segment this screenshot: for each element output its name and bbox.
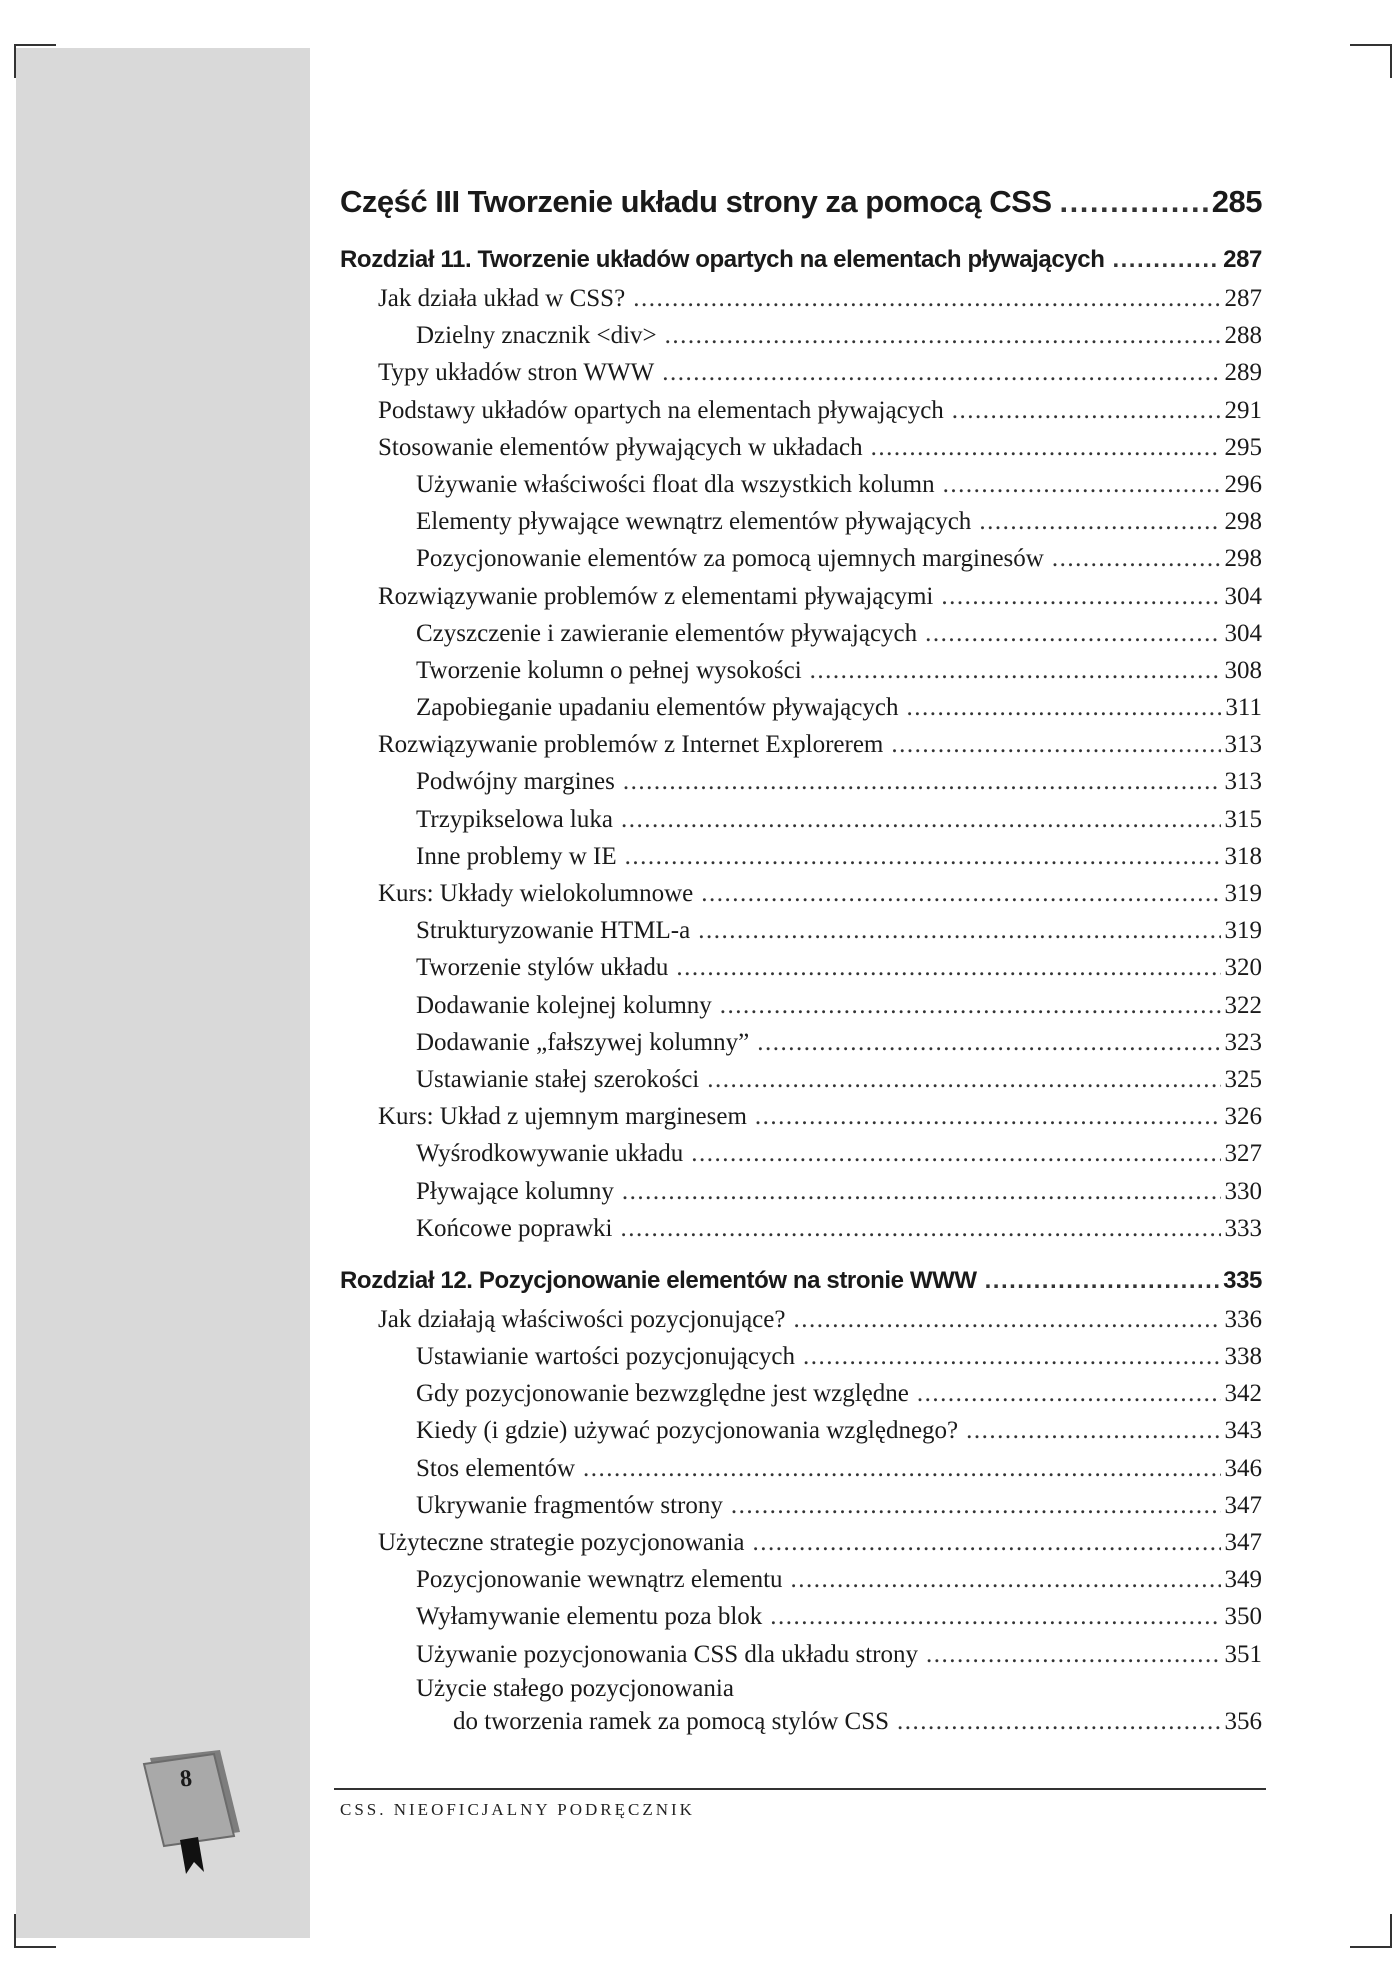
toc-title: Stos elementów bbox=[416, 1454, 576, 1482]
toc-title: Strukturyzowanie HTML-a bbox=[416, 917, 691, 945]
toc-title: Podwójny margines bbox=[416, 768, 615, 796]
toc-subsection-entry bbox=[340, 949, 1262, 986]
toc-subsection-continuation bbox=[340, 1705, 1262, 1739]
toc-title: Dodawanie kolejnej kolumny bbox=[416, 991, 712, 1019]
toc-subsection-entry bbox=[340, 912, 1262, 949]
crop-mark-top-left bbox=[14, 44, 56, 78]
toc-page-number: 356 bbox=[1224, 1707, 1262, 1735]
crop-mark-bottom-left bbox=[14, 1914, 56, 1948]
toc-page-number: 289 bbox=[1224, 359, 1262, 387]
dot-leader bbox=[623, 763, 1221, 800]
toc-title: Używanie właściwości float dla wszystkich kolumn bbox=[416, 470, 935, 498]
toc-page-number: 291 bbox=[1224, 396, 1262, 424]
toc-title: Tworzenie stylów układu bbox=[416, 954, 669, 982]
toc-page-number: 351 bbox=[1224, 1640, 1262, 1668]
toc-page-number: 308 bbox=[1224, 656, 1262, 684]
dot-leader bbox=[1060, 176, 1208, 228]
toc-title: Zapobieganie upadaniu elementów pływających bbox=[416, 694, 899, 722]
toc-title: Podstawy układów opartych na elementach pływających bbox=[378, 396, 944, 424]
toc-title: Rozwiązywanie problemów z Internet Explorerem bbox=[378, 731, 884, 759]
toc-title: Czyszczenie i zawieranie elementów pływających bbox=[416, 619, 918, 647]
toc-page-number: 298 bbox=[1224, 508, 1262, 536]
toc-page-number: 315 bbox=[1224, 805, 1262, 833]
toc-subsection-entry bbox=[340, 540, 1262, 577]
toc-title: do tworzenia ramek za pomocą stylów CSS bbox=[453, 1707, 890, 1735]
toc-subsection-entry bbox=[340, 615, 1262, 652]
toc-page-number: 346 bbox=[1224, 1454, 1262, 1482]
book-title: CSS. NIEOFICJALNY PODRĘCZNIK bbox=[340, 1800, 695, 1819]
dot-leader bbox=[720, 987, 1221, 1024]
toc-title: Pływające kolumny bbox=[416, 1177, 614, 1205]
toc-title: Użyteczne strategie pozycjonowania bbox=[378, 1529, 745, 1556]
toc-title: Kurs: Układ z ujemnym marginesem bbox=[378, 1103, 747, 1131]
toc-subsection-entry bbox=[340, 838, 1262, 875]
crop-mark-top-right bbox=[1350, 44, 1392, 78]
toc-section-entry bbox=[340, 1301, 1262, 1338]
toc-page-number: 330 bbox=[1224, 1177, 1262, 1205]
dot-leader bbox=[917, 1375, 1221, 1412]
toc-subsection-entry bbox=[340, 1210, 1262, 1247]
toc-title: Wyśrodkowywanie układu bbox=[416, 1140, 684, 1168]
dot-leader bbox=[1052, 540, 1221, 577]
toc-subsection-entry bbox=[340, 689, 1262, 726]
toc-subsection-entry bbox=[340, 1487, 1262, 1524]
toc-subsection-entry bbox=[340, 987, 1262, 1024]
toc-subsection-entry bbox=[340, 1636, 1262, 1673]
toc-subsection-entry bbox=[340, 652, 1262, 689]
toc-page-number: 343 bbox=[1224, 1417, 1262, 1445]
dot-leader bbox=[941, 578, 1220, 615]
dot-leader bbox=[620, 1210, 1220, 1247]
dot-leader bbox=[583, 1450, 1220, 1487]
toc-title: Pozycjonowanie wewnątrz elementu bbox=[416, 1566, 783, 1594]
toc-page-number: 327 bbox=[1224, 1140, 1262, 1168]
page-number: 8 bbox=[178, 1765, 194, 1793]
toc-title: Trzypikselowa luka bbox=[416, 805, 613, 833]
footer-rule bbox=[334, 1788, 1266, 1790]
dot-leader bbox=[676, 949, 1220, 986]
dot-leader bbox=[952, 392, 1221, 429]
toc-title: Ustawianie wartości pozycjonujących bbox=[416, 1343, 796, 1371]
toc-title: Ustawianie stałej szerokości bbox=[416, 1065, 700, 1093]
toc-page-number: 320 bbox=[1224, 954, 1262, 982]
book-icon-graphic bbox=[140, 1744, 250, 1884]
toc-section-entry bbox=[340, 875, 1262, 912]
toc-page-number: 311 bbox=[1225, 694, 1262, 722]
dot-leader bbox=[1112, 240, 1219, 280]
toc-page-number: 296 bbox=[1224, 470, 1262, 498]
toc-page-number: 287 bbox=[1223, 246, 1262, 273]
dot-leader bbox=[691, 1135, 1220, 1172]
toc-section-entry bbox=[340, 280, 1262, 317]
toc-page-number: 318 bbox=[1224, 842, 1262, 870]
dot-leader bbox=[871, 429, 1221, 466]
toc-subsection-entry bbox=[340, 317, 1262, 354]
toc-subsection-entry bbox=[340, 1598, 1262, 1635]
toc-part-heading bbox=[340, 176, 1262, 228]
toc-page-number: 287 bbox=[1224, 285, 1262, 312]
toc-subsection-entry bbox=[340, 1561, 1262, 1598]
dot-leader bbox=[897, 1705, 1220, 1739]
toc-title: Inne problemy w IE bbox=[416, 842, 617, 870]
toc-section-entry bbox=[340, 1524, 1262, 1561]
toc-title: Rozdział 12. Pozycjonowanie elementów na stronie WWW bbox=[340, 1266, 977, 1294]
toc-page-number: 336 bbox=[1224, 1305, 1262, 1333]
dot-leader bbox=[943, 466, 1221, 503]
dot-leader bbox=[791, 1561, 1221, 1598]
dot-leader bbox=[662, 354, 1220, 391]
table-of-contents bbox=[340, 176, 1262, 1739]
toc-title: Dodawanie „fałszywej kolumny” bbox=[416, 1028, 750, 1056]
toc-subsection-entry bbox=[340, 1338, 1262, 1375]
dot-leader bbox=[621, 801, 1221, 838]
toc-section-entry bbox=[340, 726, 1262, 763]
toc-section-entry bbox=[340, 1098, 1262, 1135]
dot-leader bbox=[757, 1024, 1220, 1061]
toc-page-number: 285 bbox=[1211, 184, 1262, 219]
toc-title: Część III Tworzenie układu strony za pomocą CSS bbox=[340, 184, 1052, 219]
dot-leader bbox=[925, 615, 1220, 652]
toc-title: Elementy pływające wewnątrz elementów pływających bbox=[416, 508, 972, 536]
toc-title: Dzielny znacznik <div> bbox=[416, 322, 657, 350]
dot-leader bbox=[755, 1098, 1221, 1135]
toc-title: Jak działają właściwości pozycjonujące? bbox=[378, 1305, 786, 1333]
toc-page-number: 325 bbox=[1224, 1065, 1262, 1093]
toc-title: Pozycjonowanie elementów za pomocą ujemnych marginesów bbox=[416, 545, 1044, 573]
toc-title: Użycie stałego pozycjonowania bbox=[416, 1674, 734, 1702]
toc-page-number: 347 bbox=[1224, 1491, 1262, 1519]
toc-subsection-entry bbox=[340, 763, 1262, 800]
toc-page-number: 323 bbox=[1224, 1028, 1262, 1056]
toc-page-number: 349 bbox=[1224, 1566, 1262, 1594]
toc-page-number: 295 bbox=[1224, 433, 1262, 461]
toc-page-number: 350 bbox=[1224, 1603, 1262, 1631]
dot-leader bbox=[665, 317, 1221, 354]
dot-leader bbox=[966, 1412, 1220, 1449]
toc-page-number: 319 bbox=[1224, 880, 1262, 907]
toc-title: Kiedy (i gdzie) używać pozycjonowania względnego? bbox=[416, 1417, 959, 1445]
dot-leader bbox=[810, 652, 1221, 689]
toc-page-number: 288 bbox=[1224, 322, 1262, 350]
book-icon bbox=[140, 1744, 250, 1884]
toc-page-number: 304 bbox=[1224, 582, 1262, 610]
dot-leader bbox=[698, 912, 1220, 949]
toc-subsection-entry bbox=[340, 1412, 1262, 1449]
crop-mark-bottom-right bbox=[1350, 1914, 1392, 1948]
toc-title: Typy układów stron WWW bbox=[378, 359, 655, 387]
toc-title: Gdy pozycjonowanie bezwzględne jest względne bbox=[416, 1380, 909, 1408]
toc-title: Stosowanie elementów pływających w układach bbox=[378, 433, 863, 461]
toc-subsection-entry bbox=[340, 801, 1262, 838]
toc-page-number: 326 bbox=[1224, 1103, 1262, 1131]
toc-title: Rozdział 11. Tworzenie układów opartych na elementach pływających bbox=[340, 246, 1105, 273]
toc-title: Używanie pozycjonowania CSS dla układu strony bbox=[416, 1640, 918, 1668]
toc-subsection-entry bbox=[340, 1450, 1262, 1487]
dot-leader bbox=[803, 1338, 1220, 1375]
toc-page-number: 333 bbox=[1224, 1214, 1262, 1242]
dot-leader bbox=[793, 1301, 1220, 1338]
dot-leader bbox=[985, 1261, 1220, 1301]
toc-title: Jak działa układ w CSS? bbox=[378, 285, 626, 312]
toc-page-number: 313 bbox=[1224, 768, 1262, 796]
toc-title: Wyłamywanie elementu poza blok bbox=[416, 1603, 763, 1631]
toc-section-entry bbox=[340, 429, 1262, 466]
dot-leader bbox=[625, 838, 1221, 875]
toc-title: Rozwiązywanie problemów z elementami pływającymi bbox=[378, 582, 934, 610]
toc-title: Kurs: Układy wielokolumnowe bbox=[378, 880, 694, 907]
dot-leader bbox=[906, 689, 1221, 726]
dot-leader bbox=[770, 1598, 1220, 1635]
toc-subsection-entry bbox=[340, 1061, 1262, 1098]
toc-subsection-entry bbox=[340, 1135, 1262, 1172]
toc-subsection-entry bbox=[340, 1673, 1262, 1705]
toc-page-number: 313 bbox=[1224, 731, 1262, 759]
dot-leader bbox=[707, 1061, 1220, 1098]
dot-leader bbox=[701, 875, 1220, 912]
toc-page-number: 319 bbox=[1224, 917, 1262, 945]
toc-subsection-entry bbox=[340, 503, 1262, 540]
toc-subsection-entry bbox=[340, 1375, 1262, 1412]
dot-leader bbox=[891, 726, 1220, 763]
toc-title: Ukrywanie fragmentów strony bbox=[416, 1491, 723, 1519]
toc-page-number: 347 bbox=[1224, 1529, 1262, 1556]
toc-section-entry bbox=[340, 392, 1262, 429]
dot-leader bbox=[731, 1487, 1221, 1524]
toc-page-number: 342 bbox=[1224, 1380, 1262, 1408]
toc-page-number: 304 bbox=[1224, 619, 1262, 647]
toc-page-number: 335 bbox=[1223, 1266, 1262, 1294]
dot-leader bbox=[622, 1173, 1221, 1210]
toc-subsection-entry bbox=[340, 466, 1262, 503]
toc-page-number: 322 bbox=[1224, 991, 1262, 1019]
toc-title: Tworzenie kolumn o pełnej wysokości bbox=[416, 656, 802, 684]
toc-chapter-heading bbox=[340, 1261, 1262, 1301]
toc-page-number: 298 bbox=[1224, 545, 1262, 573]
toc-section-entry bbox=[340, 354, 1262, 391]
side-band bbox=[16, 48, 310, 1938]
dot-leader bbox=[633, 280, 1220, 317]
dot-leader bbox=[753, 1524, 1221, 1561]
toc-title: Końcowe poprawki bbox=[416, 1214, 613, 1242]
toc-chapter-heading bbox=[340, 240, 1262, 280]
toc-page-number: 338 bbox=[1224, 1343, 1262, 1371]
dot-leader bbox=[979, 503, 1220, 540]
toc-subsection-entry bbox=[340, 1024, 1262, 1061]
dot-leader bbox=[926, 1636, 1221, 1673]
toc-section-entry bbox=[340, 578, 1262, 615]
toc-subsection-entry bbox=[340, 1173, 1262, 1210]
